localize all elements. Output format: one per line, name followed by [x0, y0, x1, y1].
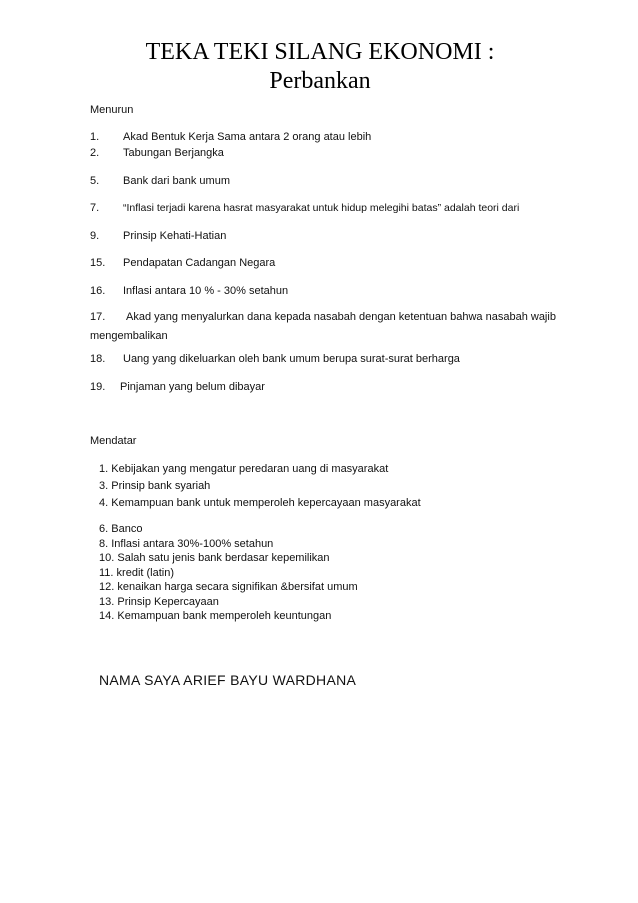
item-number: 13.	[99, 595, 115, 608]
item-number: 17.	[90, 311, 106, 323]
item-text: Akad Bentuk Kerja Sama antara 2 orang atau lebih	[123, 131, 372, 143]
item-text: Prinsip Kehati-Hatian	[123, 230, 227, 242]
menurun-item	[90, 146, 560, 160]
item-text: kenaikan harga secara signifikan &bersifat umum	[117, 581, 358, 593]
item-text: kredit (latin)	[116, 566, 175, 579]
item-text: Prinsip Kepercayaan	[117, 595, 219, 608]
item-number: 1.	[99, 463, 109, 475]
item-text: Inflasi antara 30%-100% setahun	[111, 537, 274, 550]
item-number: 14.	[99, 610, 115, 622]
menurun-item	[90, 174, 560, 188]
list-item	[99, 551, 358, 566]
item-number: 2.	[90, 147, 100, 159]
item-text: Prinsip bank syariah	[111, 480, 211, 492]
item-text: Banco	[111, 523, 143, 535]
item-number: 11.	[99, 566, 114, 579]
item-text: Tabungan Berjangka	[123, 147, 224, 159]
list-item	[99, 566, 358, 581]
menurun-item	[90, 201, 560, 215]
item-text: Uang yang dikeluarkan oleh bank umum berupa surat-surat berharga	[123, 353, 460, 365]
item-text: Kemampuan bank untuk memperoleh kepercayaan masyarakat	[111, 497, 421, 509]
menurun-item	[90, 229, 560, 243]
title-line-1: TEKA TEKI SILANG EKONOMI :	[145, 39, 495, 65]
page-title	[90, 38, 550, 96]
mendatar-list-a	[99, 461, 421, 512]
item-number: 1.	[90, 131, 100, 143]
item-text: “Inflasi terjadi karena hasrat masyarakat untuk hidup melegihi batas” adalah teori dari	[123, 202, 520, 214]
menurun-heading: Menurun	[90, 104, 134, 116]
item-number: 8.	[99, 537, 109, 550]
item-number: 16.	[90, 285, 106, 297]
list-item	[99, 609, 358, 624]
menurun-item	[90, 380, 560, 394]
item-number: 15.	[90, 257, 106, 269]
list-item	[99, 461, 421, 478]
item-text: Salah satu jenis bank berdasar kepemilikan	[117, 552, 330, 564]
item-number: 10.	[99, 552, 115, 564]
item-number: 18.	[90, 353, 106, 365]
item-number: 3.	[99, 480, 109, 492]
menurun-item	[90, 256, 560, 270]
author-name: NAMA SAYA ARIEF BAYU WARDHANA	[99, 672, 357, 688]
item-text: Inflasi antara 10 % - 30% setahun	[123, 285, 289, 297]
item-number: 19.	[90, 381, 106, 393]
list-item	[99, 580, 358, 595]
item-text: Bank dari bank umum	[123, 175, 230, 187]
title-line-2: Perbankan	[269, 68, 371, 94]
item-number: 7.	[90, 202, 100, 214]
menurun-item	[90, 308, 560, 346]
mendatar-heading: Mendatar	[90, 435, 137, 447]
item-text: Pendapatan Cadangan Negara	[123, 257, 276, 269]
item-number: 6.	[99, 523, 109, 535]
item-text: Kebijakan yang mengatur peredaran uang di masyarakat	[111, 463, 389, 475]
list-item	[99, 478, 421, 495]
menurun-item	[90, 352, 560, 366]
list-item	[99, 495, 421, 512]
item-text: Kemampuan bank memperoleh keuntungan	[117, 610, 332, 622]
item-number: 4.	[99, 497, 109, 509]
mendatar-list-b	[99, 522, 358, 624]
list-item	[99, 537, 358, 552]
menurun-item	[90, 130, 560, 144]
item-text: Akad yang menyalurkan dana kepada nasabah dengan ketentuan bahwa nasabah wajib mengembalikan	[90, 311, 556, 342]
item-text: Pinjaman yang belum dibayar	[120, 381, 265, 393]
list-item	[99, 522, 358, 537]
list-item	[99, 595, 358, 610]
item-number: 12.	[99, 581, 115, 593]
item-number: 9.	[90, 230, 100, 242]
menurun-item	[90, 284, 560, 298]
item-number: 5.	[90, 175, 100, 187]
